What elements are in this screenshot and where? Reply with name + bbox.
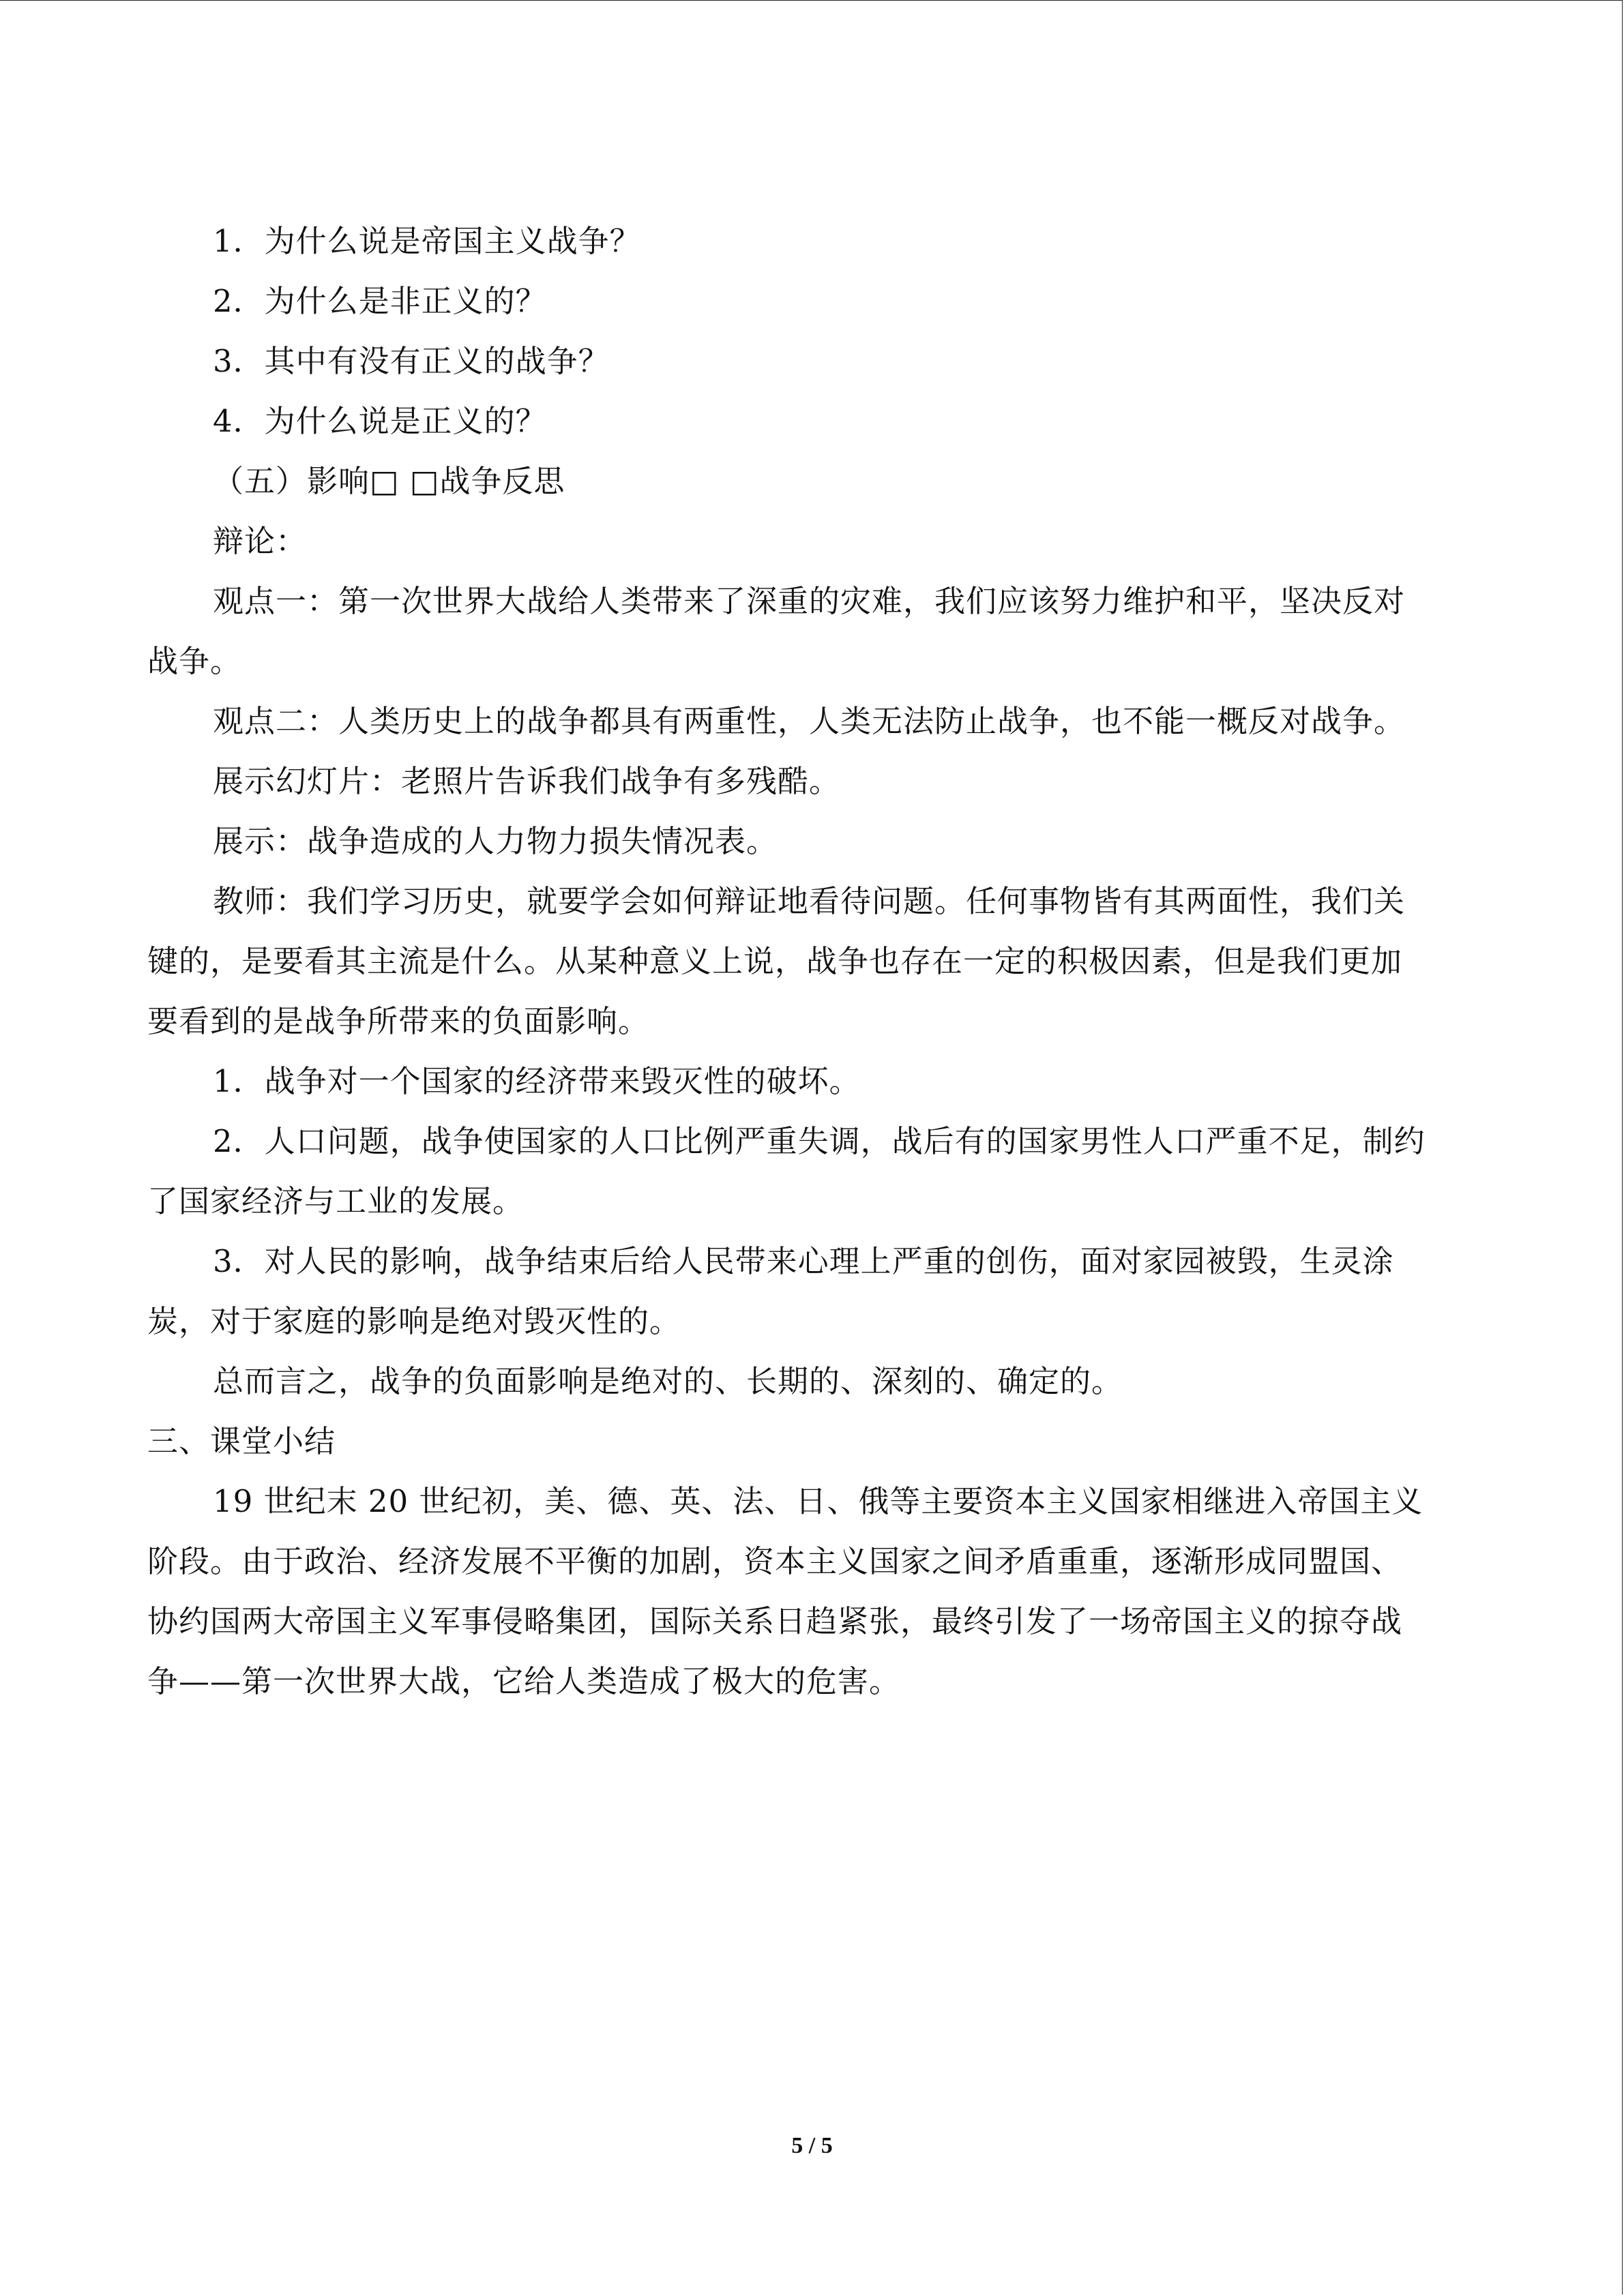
- effect-2-line-2: 了国家经济与工业的发展。: [147, 1183, 525, 1219]
- question-2: 2．为什么是非正义的？: [213, 283, 547, 319]
- debate-label: 辩论：: [213, 523, 308, 559]
- slides-note: 展示幻灯片：老照片告诉我们战争有多残酷。: [213, 763, 841, 799]
- viewpoint-1-line-1: 观点一：第一次世界大战给人类带来了深重的灾难，我们应该努力维护和平，坚决反对: [213, 583, 1406, 619]
- summary-line-4: 争——第一次世界大战，它给人类造成了极大的危害。: [147, 1663, 901, 1699]
- viewpoint-1-line-2: 战争。: [147, 643, 242, 679]
- effect-1: 1．战争对一个国家的经济带来毁灭性的破坏。: [213, 1063, 861, 1099]
- section-heading-3: 三、课堂小结: [147, 1423, 336, 1459]
- effect-3-line-2: 炭，对于家庭的影响是绝对毁灭性的。: [147, 1303, 681, 1339]
- show-note: 展示：战争造成的人力物力损失情况表。: [213, 823, 778, 859]
- conclusion: 总而言之，战争的负面影响是绝对的、长期的、深刻的、确定的。: [213, 1363, 1123, 1399]
- teacher-line-2: 键的，是要看其主流是什么。从某种意义上说，战争也存在一定的积极因素，但是我们更加: [147, 943, 1403, 979]
- question-1: 1．为什么说是帝国主义战争？: [213, 223, 641, 259]
- document-body: [147, 211, 1477, 1712]
- section-heading-5: （五）影响□ □战争反思: [213, 463, 565, 499]
- summary-line-2: 阶段。由于政治、经济发展不平衡的加剧，资本主义国家之间矛盾重重，逐渐形成同盟国、: [147, 1543, 1403, 1579]
- teacher-line-3: 要看到的是战争所带来的负面影响。: [147, 1003, 650, 1039]
- viewpoint-2: 观点二：人类历史上的战争都具有两重性，人类无法防止战争，也不能一概反对战争。: [213, 703, 1406, 739]
- question-4: 4．为什么说是正义的？: [213, 403, 547, 439]
- question-3: 3．其中有没有正义的战争？: [213, 343, 610, 379]
- effect-3-line-1: 3．对人民的影响，战争结束后给人民带来心理上严重的创伤，面对家园被毁，生灵涂: [213, 1243, 1394, 1279]
- teacher-line-1: 教师：我们学习历史，就要学会如何辩证地看待问题。任何事物皆有其两面性，我们关: [213, 883, 1406, 919]
- summary-line-3: 协约国两大帝国主义军事侵略集团，国际关系日趋紧张，最终引发了一场帝国主义的掠夺战: [147, 1603, 1403, 1639]
- summary-line-1: 19 世纪末 20 世纪初，美、德、英、法、日、俄等主要资本主义国家相继进入帝国主义: [213, 1483, 1423, 1519]
- page-number: 5 / 5: [791, 2133, 833, 2158]
- effect-2-line-1: 2．人口问题，战争使国家的人口比例严重失调，战后有的国家男性人口严重不足，制约: [213, 1123, 1426, 1159]
